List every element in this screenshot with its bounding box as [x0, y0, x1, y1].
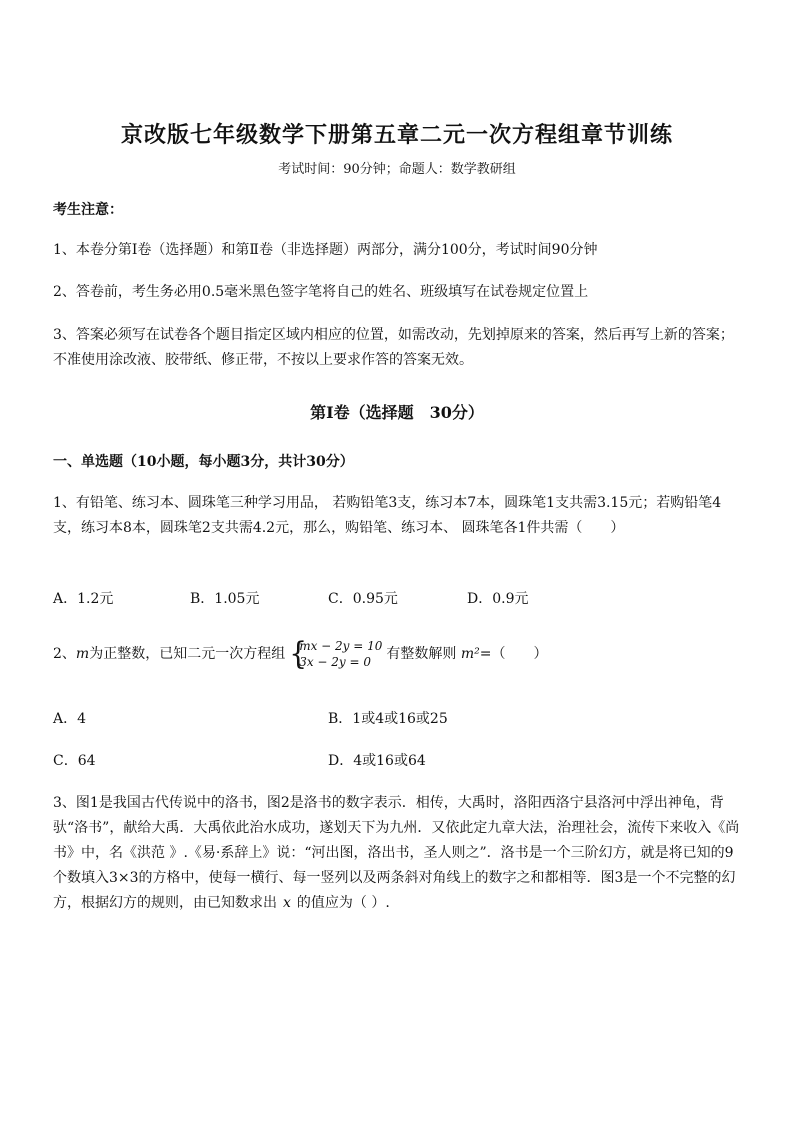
- q2-option-b: B．1或4或16或25: [328, 711, 448, 727]
- equation-1: mx − 2y = 10: [299, 639, 383, 653]
- q3-var-x: x: [283, 895, 291, 911]
- q2-option-c: C．64: [53, 753, 96, 769]
- q2-prefix: 2、: [53, 646, 76, 662]
- q2-var-m: m: [75, 646, 90, 662]
- question-3-text: [53, 791, 743, 916]
- q1-option-c: C．0.95元: [328, 591, 398, 607]
- page-title: 京改版七年级数学下册第五章二元一次方程组章节训练: [120, 122, 673, 148]
- q3-text-a: 3、图1是我国古代传说中的洛书，图2是洛书的数字表示．相传，大禹时，洛阳西洛宁县洛河中浮出神龟，背驮“洛书”，献给大禹．大禹依此治水成功，遂划天下为九州．又依此定九章大法，治理社会，流传下来收入《尚书》中，名《洪范 》.《易·系辞上》说：“河出图，洛出书，圣人则之”．洛书是一个三阶幻方，就是将已知的9个数填入3×3的方格中，使每一横行、每一竖列以及两条斜对角线上的数字之和都相等．图3是一个不完整的幻方，根据幻方的规则，由已知数求出: [53, 795, 740, 911]
- equation-system: [289, 635, 383, 672]
- q3-text-b: 的值应为（ ）.: [296, 895, 390, 911]
- q2-text-b: 有整数解则: [386, 646, 457, 662]
- equation-2: 3x − 2y = 0: [299, 655, 372, 669]
- q1-option-b: B．1.05元: [190, 591, 260, 607]
- q2-text-a: 为正整数，已知二元一次方程组: [89, 646, 286, 662]
- q1-option-a: A．1.2元: [53, 591, 114, 607]
- page-subtitle: 考试时间：90分钟；命题人：数学教研组: [278, 162, 516, 177]
- notice-item-3: 3、答案必须写在试卷各个题目指定区域内相应的位置，如需改动，先划掉原来的答案，然后再写上新的答案；不准使用涂改液、胶带纸、修正带，不按以上要求作答的答案无效。: [53, 327, 734, 368]
- brace-icon: {: [289, 635, 308, 672]
- q2-m-squared: m²: [460, 646, 480, 662]
- question-2-text: [53, 636, 743, 672]
- q2-text-c: =（ ）: [479, 646, 548, 662]
- notice-heading: 考生注意：: [53, 202, 123, 218]
- q1-option-d: D．0.9元: [467, 591, 529, 607]
- question-1-text: 1、有铅笔、练习本、圆珠笔三种学习用品， 若购铅笔3支，练习本7本，圆珠笔1支共需3.15元；若购铅笔4支，练习本8本，圆珠笔2支共需4.2元，那么，购铅笔、练习本、 圆珠笔各1件共需（ ）: [53, 495, 722, 536]
- notice-item-2: 2、答卷前，考生务必用0.5毫米黑色签字笔将自己的姓名、班级填写在试卷规定位置上: [53, 284, 589, 300]
- part-title: 一、单选题（10小题，每小题3分，共计30分）: [53, 454, 354, 470]
- notice-item-1: 1、本卷分第Ⅰ卷（选择题）和第Ⅱ卷（非选择题）两部分，满分100分，考试时间90分钟: [53, 242, 598, 258]
- section-title: 第Ⅰ卷（选择题 30分）: [310, 403, 484, 422]
- q2-option-d: D．4或16或64: [328, 753, 426, 769]
- q2-option-a: A．4: [53, 711, 87, 727]
